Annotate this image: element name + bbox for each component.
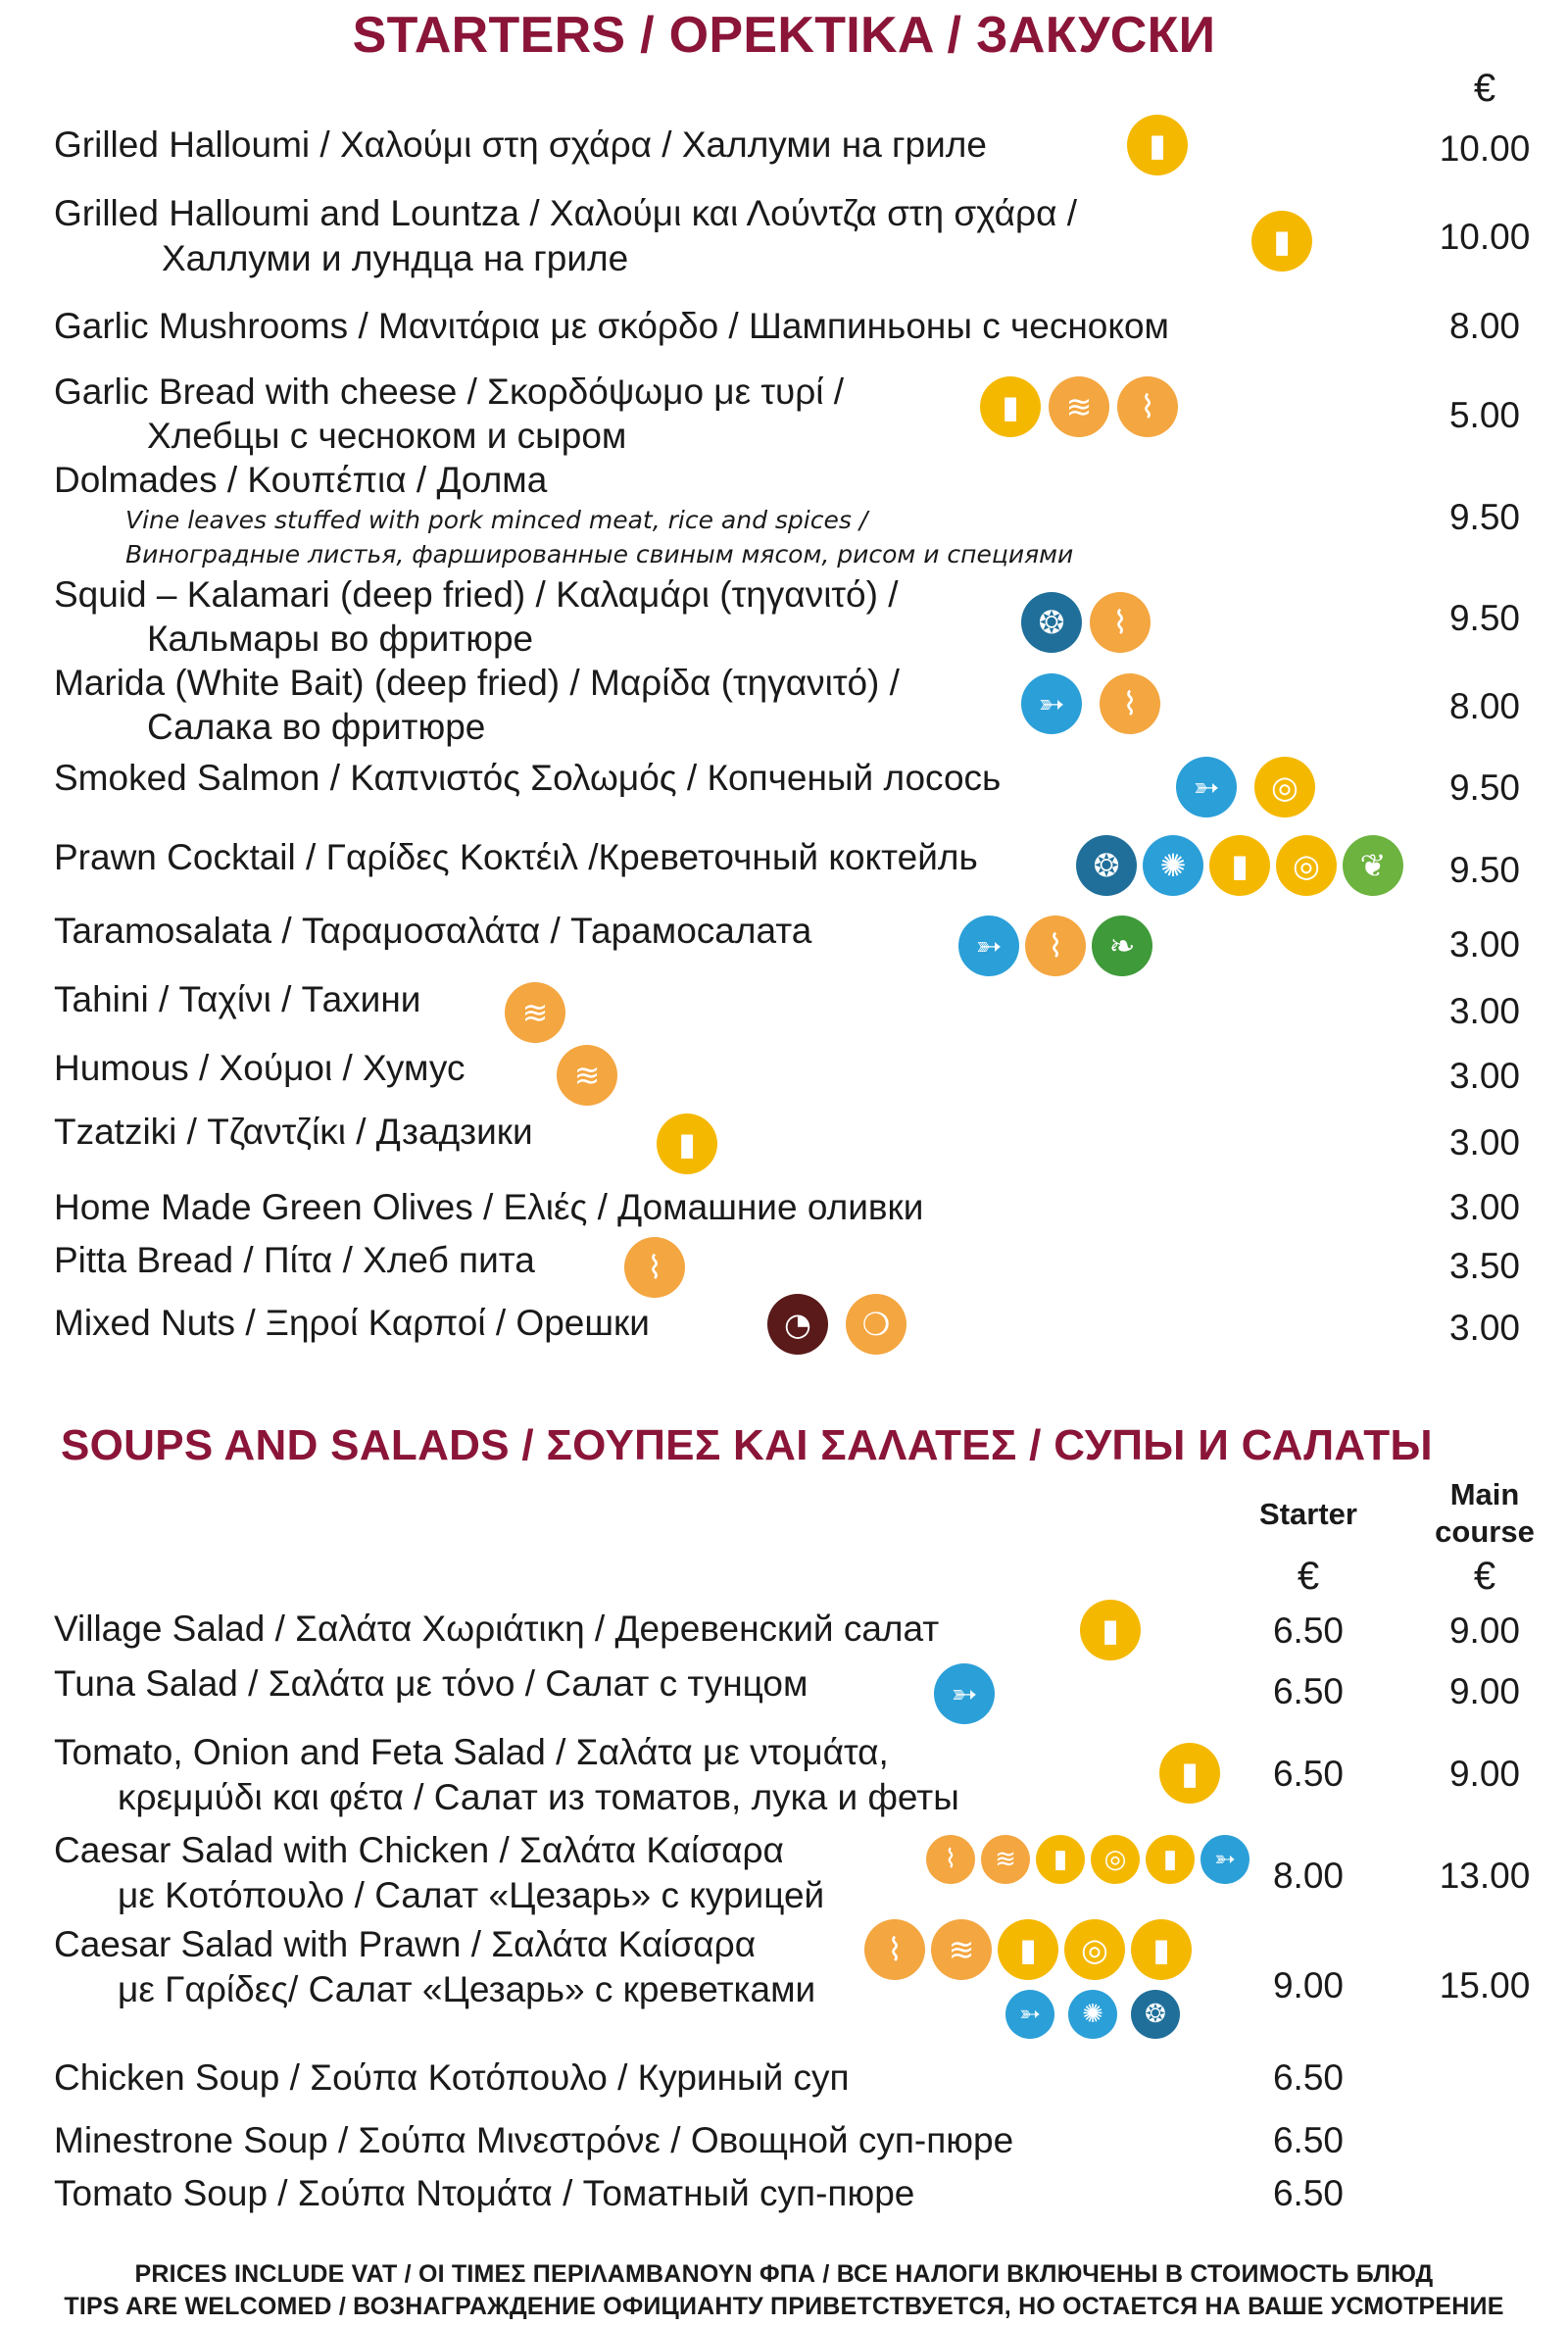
item-price-starter: 6.50 <box>1272 1610 1344 1651</box>
item-name: Marida (White Bait) (deep fried) / Μαρίδα (τηγανιτό) / <box>54 663 900 703</box>
item-price: 10.00 <box>1439 128 1531 169</box>
item-price: 3.00 <box>1448 1187 1520 1227</box>
item-price: 3.50 <box>1448 1246 1520 1286</box>
gluten-icon: ⌇ <box>1100 673 1160 734</box>
item-name-line2: Хлебцы с чесноком и сыром <box>147 416 627 456</box>
item-price-starter: 6.50 <box>1272 1671 1344 1711</box>
currency-main: € <box>1473 1555 1496 1598</box>
nuts-icon: ◔ <box>767 1294 828 1355</box>
item-price: 9.50 <box>1448 850 1520 890</box>
sesame-icon: ≋ <box>981 1835 1030 1884</box>
fish-icon: ➳ <box>1176 757 1237 817</box>
gluten-icon: ⌇ <box>926 1835 975 1884</box>
item-price: 9.50 <box>1448 598 1520 638</box>
item-name: Minestrone Soup / Σούπα Μινεστρόνε / Овощной суп-пюре <box>54 2120 1014 2160</box>
col-main-label-line2: course <box>1435 1514 1535 1549</box>
item-price-main: 9.00 <box>1448 1754 1520 1794</box>
item-price: 5.00 <box>1448 395 1520 435</box>
molluscs-icon: ❂ <box>1131 1990 1180 2039</box>
fish-icon: ➳ <box>958 916 1019 976</box>
footer-tips-note: TIPS ARE WELCOMED / ВОЗНАГРАЖДЕНИЕ ОФИЦИАНТУ ПРИВЕТСТВУЕТСЯ, НО ОСТАЕТСЯ НА ВАШЕ УСМОТРЕНИЕ <box>64 2293 1504 2320</box>
gluten-icon: ⌇ <box>1090 592 1151 653</box>
molluscs-icon: ❂ <box>1021 592 1082 653</box>
currency-label: € <box>1473 67 1496 110</box>
item-name: Village Salad / Σαλάτα Χωριάτικη / Деревенский салат <box>54 1609 940 1649</box>
milk-icon: ▮ <box>1131 1919 1192 1980</box>
item-name: Squid – Kalamari (deep fried) / Καλαμάρι (τηγανιτό) / <box>54 574 899 615</box>
item-description-line2: Виноградные листья, фаршированные свиным мясом, рисом и специями <box>125 540 1074 569</box>
item-name: Tomato Soup / Σούπα Ντομάτα / Томатный суп-пюре <box>54 2173 915 2213</box>
item-name: Garlic Mushrooms / Μανιτάρια με σκόρδο / Шампиньоны с чесноком <box>54 306 1169 346</box>
item-name: Tahini / Ταχίνι / Тахини <box>54 979 421 1019</box>
soya-icon: ❧ <box>1092 916 1152 976</box>
sesame-icon: ≋ <box>1049 376 1109 437</box>
item-price: 3.00 <box>1448 1308 1520 1348</box>
celery-icon: ❦ <box>1343 835 1403 896</box>
gluten-icon: ⌇ <box>864 1919 925 1980</box>
sesame-icon: ≋ <box>557 1045 617 1106</box>
egg-icon: ◎ <box>1276 835 1337 896</box>
fish-icon: ➳ <box>1021 673 1082 734</box>
item-name-line2: με Κοτόπουλο / Салат «Цезарь» с курицей <box>118 1875 825 1915</box>
sesame-icon: ≋ <box>931 1919 992 1980</box>
mustard-icon: ▮ <box>1036 1835 1085 1884</box>
col-starter-label: Starter <box>1259 1497 1357 1531</box>
item-name: Caesar Salad with Prawn / Σαλάτα Καίσαρα <box>54 1924 757 1964</box>
item-price-starter: 6.50 <box>1272 2120 1344 2160</box>
currency-starter: € <box>1297 1555 1320 1598</box>
item-name: Grilled Halloumi / Χαλούμι στη σχάρα / Халлуми на гриле <box>54 124 987 165</box>
item-name: Tuna Salad / Σαλάτα με τόνο / Салат с тунцом <box>54 1663 808 1704</box>
fish-icon: ➳ <box>1200 1835 1250 1884</box>
starters-title: STARTERS / OPEKTIKA / ЗАКУСКИ <box>352 7 1216 64</box>
footer-vat-note: PRICES INCLUDE VAT / ΟΙ ΤΙΜΕΣ ΠΕΡΙΛΑΜΒΑΝΟΥΝ ΦΠΑ / ВСЕ НАЛОГИ ВКЛЮЧЕНЫ В СТОИМОСТЬ БЛЮД <box>134 2260 1434 2288</box>
gluten-icon: ⌇ <box>1025 916 1086 976</box>
item-price: 3.00 <box>1448 991 1520 1031</box>
milk-icon: ▮ <box>1127 115 1188 175</box>
item-price-starter: 6.50 <box>1272 1754 1344 1794</box>
sesame-icon: ≋ <box>505 982 565 1043</box>
crustaceans-icon: ✺ <box>1143 835 1203 896</box>
item-name-line2: με Γαρίδες/ Салат «Цезарь» с креветками <box>118 1969 816 2009</box>
fish-icon: ➳ <box>934 1663 995 1724</box>
egg-icon: ◎ <box>1091 1835 1140 1884</box>
milk-icon: ▮ <box>980 376 1041 437</box>
item-price-main: 15.00 <box>1439 1965 1531 2005</box>
fish-icon: ➳ <box>1005 1990 1054 2039</box>
item-description: Vine leaves stuffed with pork minced meat, rice and spices / <box>125 506 868 534</box>
item-name-line2: Салака во фритюре <box>147 707 486 747</box>
item-price: 3.00 <box>1448 1056 1520 1096</box>
item-price: 10.00 <box>1439 217 1531 257</box>
mustard-icon: ▮ <box>998 1919 1058 1980</box>
milk-icon: ▮ <box>1159 1743 1220 1804</box>
egg-icon: ◎ <box>1064 1919 1125 1980</box>
item-name: Caesar Salad with Chicken / Σαλάτα Καίσαρα <box>54 1830 784 1870</box>
item-name: Tzatziki / Τζαντζίκι / Дзадзики <box>54 1112 533 1152</box>
item-name: Smoked Salmon / Καπνιστός Σολωμός / Копченый лосось <box>54 758 1002 798</box>
item-name: Home Made Green Olives / Ελιές / Домашние оливки <box>54 1187 924 1227</box>
item-name: Prawn Cocktail / Γαρίδες Κοκτέιλ /Креветочный коктейль <box>54 837 978 877</box>
item-price-main: 9.00 <box>1448 1610 1520 1651</box>
item-name: Dolmades / Κουπέπια / Долма <box>54 460 548 500</box>
gluten-icon: ⌇ <box>1117 376 1178 437</box>
item-name: Garlic Bread with cheese / Σκορδόψωμο με τυρί / <box>54 371 845 412</box>
item-price: 9.50 <box>1448 497 1520 537</box>
item-price: 9.50 <box>1448 767 1520 808</box>
milk-icon: ▮ <box>657 1114 717 1174</box>
item-price-starter: 8.00 <box>1272 1856 1344 1896</box>
item-name-line2: κρεμμύδι και φέτα / Салат из томатов, лука и феты <box>118 1777 959 1817</box>
col-main-label: Main <box>1449 1477 1520 1511</box>
item-price-starter: 6.50 <box>1272 2173 1344 2213</box>
item-price-main: 13.00 <box>1439 1856 1531 1896</box>
item-price: 3.00 <box>1448 1122 1520 1163</box>
milk-icon: ▮ <box>1146 1835 1195 1884</box>
item-name: Humous / Χούμοι / Хумус <box>54 1048 466 1088</box>
item-name: Grilled Halloumi and Lountza / Χαλούμι και Λούντζα στη σχάρα / <box>54 193 1078 233</box>
item-name-line2: Халлуми и лундца на гриле <box>162 238 629 278</box>
molluscs-icon: ❂ <box>1076 835 1137 896</box>
peanuts-icon: ❍ <box>846 1294 906 1355</box>
item-name-line2: Кальмары во фритюре <box>147 619 534 659</box>
milk-icon: ▮ <box>1251 211 1312 272</box>
gluten-icon: ⌇ <box>624 1237 685 1298</box>
mustard-icon: ▮ <box>1209 835 1270 896</box>
item-name: Tomato, Onion and Feta Salad / Σαλάτα με ντομάτα, <box>54 1732 889 1772</box>
item-name: Chicken Soup / Σούπα Κοτόπουλο / Куриный суп <box>54 2057 850 2098</box>
item-price: 3.00 <box>1448 924 1520 965</box>
milk-icon: ▮ <box>1080 1600 1141 1660</box>
item-price: 8.00 <box>1448 686 1520 726</box>
item-name: Mixed Nuts / Ξηροί Καρποί / Орешки <box>54 1303 650 1343</box>
item-price: 8.00 <box>1448 306 1520 346</box>
egg-icon: ◎ <box>1254 757 1315 817</box>
soups-title: SOUPS AND SALADS / ΣΟΥΠΕΣ ΚΑΙ ΣΑΛΑΤΕΣ / СУПЫ И САЛАТЫ <box>61 1421 1433 1469</box>
item-name: Pitta Bread / Πίτα / Хлеб пита <box>54 1240 535 1280</box>
item-price-starter: 6.50 <box>1272 2057 1344 2098</box>
item-price-main: 9.00 <box>1448 1671 1520 1711</box>
crustaceans-icon: ✺ <box>1068 1990 1117 2039</box>
item-price-starter: 9.00 <box>1272 1965 1344 2005</box>
item-name: Taramosalata / Ταραμοσαλάτα / Тарамосалата <box>54 911 812 951</box>
